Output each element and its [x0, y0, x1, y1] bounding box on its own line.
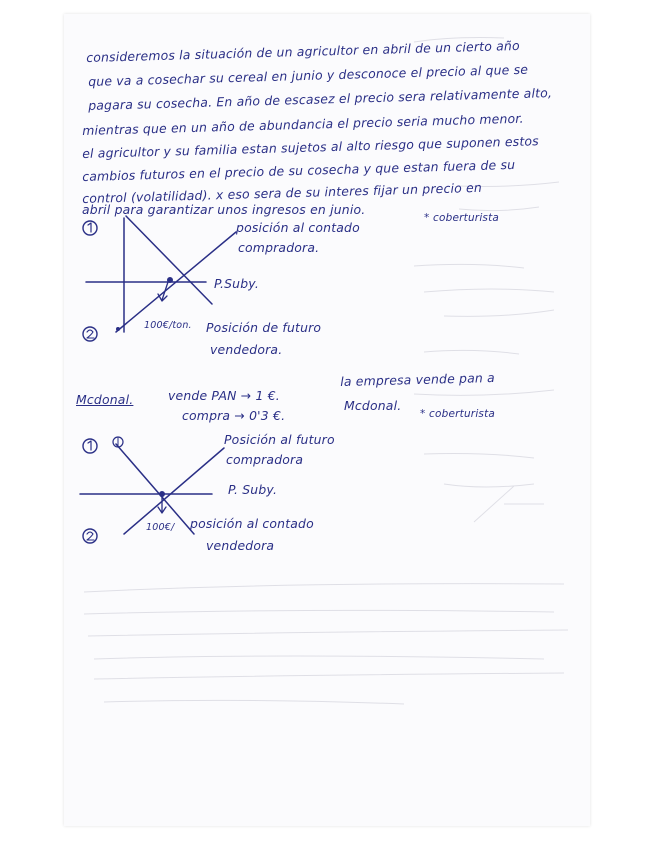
mcdonal-tag: * coberturista — [420, 408, 496, 420]
circled-number-icon — [83, 221, 97, 235]
paragraph-line-8: abril para garantizar unos ingresos en junio. — [82, 202, 366, 217]
d2-label-bottom-2: vendedora — [206, 538, 275, 553]
d2-label-top: Posición al futuro — [224, 432, 335, 447]
d1-label-mid: P.Suby. — [214, 276, 259, 291]
mcdonal-company-2: Mcdonal. — [344, 398, 402, 413]
paragraph-line-4: mientras que en un año de abundancia el precio seria mucho menor. — [82, 110, 524, 138]
d2-label-price: 100€/ — [146, 522, 175, 533]
paragraph-line-6: cambios futuros en el precio de su cosecha y que estan fuera de su — [82, 156, 516, 184]
d2-label-mid: P. Suby. — [228, 482, 278, 497]
paragraph-line-1: consideremos la situación de un agricultor en abril de un cierto año — [86, 37, 520, 65]
arrow-icon — [158, 282, 168, 301]
d1-label-bottom-2: vendedora. — [210, 342, 283, 357]
mcdonal-line-2: compra → 0'3 €. — [182, 408, 286, 423]
paragraph-line-3: pagara su cosecha. En año de escasez el precio sera relativamente alto, — [88, 85, 553, 113]
descending-line — [126, 216, 212, 304]
mcdonal-title: Mcdonal. — [76, 392, 134, 407]
paragraph-line-5: el agricultor y su familia estan sujetos al alto riesgo que suponen estos — [82, 133, 540, 161]
d2-label-bottom: posición al contado — [190, 516, 314, 531]
notebook-page — [64, 14, 590, 826]
mcdonal-company-1: la empresa vende pan a — [340, 369, 496, 389]
d1-label-top: posición al contado — [236, 220, 360, 235]
d1-label-price: 100€/ton. — [144, 320, 192, 331]
mcdonal-line-1: vende PAN → 1 €. — [168, 388, 280, 403]
d1-label-top-2: compradora. — [238, 240, 320, 255]
d1-label-bottom: Posición de futuro — [206, 320, 322, 335]
d2-label-top-2: compradora — [226, 452, 304, 467]
d1-tag: * coberturista — [424, 212, 500, 224]
paragraph-line-2: que va a cosechar su cereal en junio y desconoce el precio al que se — [88, 61, 529, 89]
paragraph-line-7: control (volatilidad). x eso sera de su interes fijar un precio en — [82, 179, 483, 206]
arrow-down-icon — [158, 496, 166, 513]
